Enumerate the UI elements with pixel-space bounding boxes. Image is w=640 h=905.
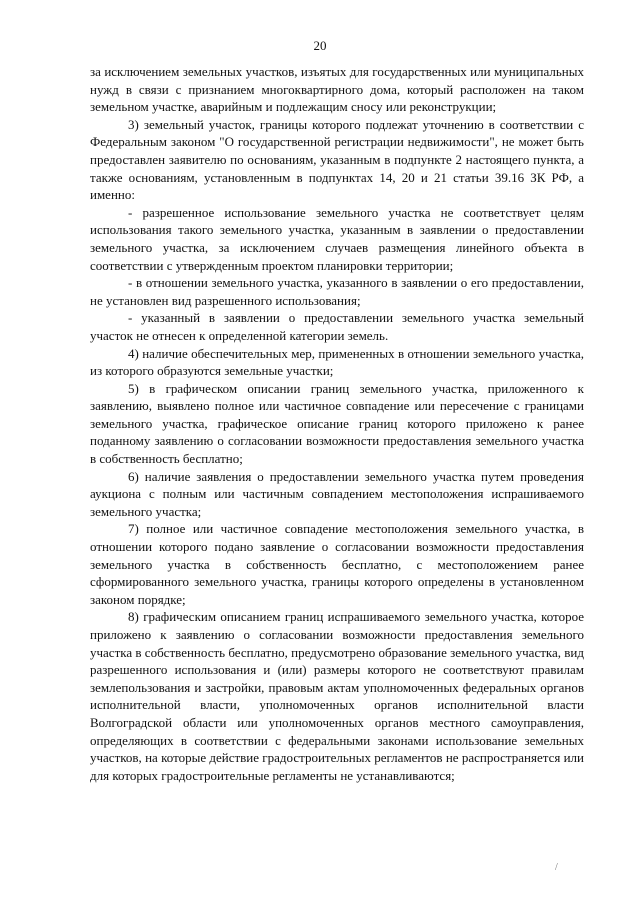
paragraph-item-3: 3) земельный участок, границы которого подлежат уточнению в соответствии с Федеральным законом "О государственной регистрации недвижимости", не может быть предоставлен заявителю по основаниям, указанным в подпункте 2 настоящего пункта, а также основаниям, установленным в подпунктах 14, 20 и 21 статьи 39.16 ЗК РФ, а именно:: [90, 116, 584, 203]
paragraph-subitem-use-type: - в отношении земельного участка, указанного в заявлении о его предоставлении, не установлен вид разрешенного использования;: [90, 275, 584, 308]
page-number: 20: [313, 38, 327, 53]
paragraph-item-5: 5) в графическом описании границ земельного участка, приложенного к заявлению, выявлено полное или частичное совпадение или пересечение с границами земельного участка, графическое описание границ которого приложено к ранее поданному заявлению о согласовании возможности предоставления земельного участка в собственность бесплатно;: [90, 380, 584, 467]
margin-mark: /: [555, 862, 558, 873]
paragraph-item-4: 4) наличие обеспечительных мер, примененных в отношении земельного участка, из которого образуются земельные участки;: [90, 345, 584, 379]
paragraph-subitem-land-category: - указанный в заявлении о предоставлении земельного участка земельный участок не отнесен к определенной категории земель.: [90, 310, 584, 343]
paragraph-continuation: за исключением земельных участков, изъятых для государственных или муниципальных нужд в связи с признанием многоквартирного дома, который расположен на таком земельном участке, аварийным и подлежащим сносу или реконструкции;: [90, 64, 584, 115]
document-body: [90, 63, 584, 784]
paragraph-item-7: 7) полное или частичное совпадение местоположения земельного участка, в отношении которого подано заявление о согласовании возможности предоставления земельного участка в собственность бесплатно, с местоположением ранее сформированного земельного участка, границы которого определены в установленном законом порядке;: [90, 521, 584, 607]
paragraph-item-6: 6) наличие заявления о предоставлении земельного участка путем проведения аукциона с полным или частичным совпадением местоположения испрашиваемого земельного участка;: [90, 468, 584, 519]
paragraph-item-8: 8) графическим описанием границ испрашиваемого земельного участка, которое приложено к заявлению о согласовании возможности предоставления земельного участка в собственность бесплатно, предусмотрено образование земельного участка, вид разрешенного использования и (или) размеры которого не соответствуют правилам землепользования и застройки, правовым актам уполномоченных федеральных органов исполнительной власти, уполномоченных органов исполнительной власти Волгоградской области или уполномоченных органов местного самоуправления, определяющих в соответствии с федеральными законами использование земельных участков, на которые действие градостроительных регламентов не распространяется или для которых градостроительные регламенты не устанавливаются;: [90, 609, 584, 783]
paragraph-subitem-permitted-use: - разрешенное использование земельного участка не соответствует целям использования такого земельного участка, указанным в заявлении о предоставлении земельного участка, за исключением случаев размещения линейного объекта в соответствии с утвержденным проектом планировки территории;: [90, 204, 584, 273]
